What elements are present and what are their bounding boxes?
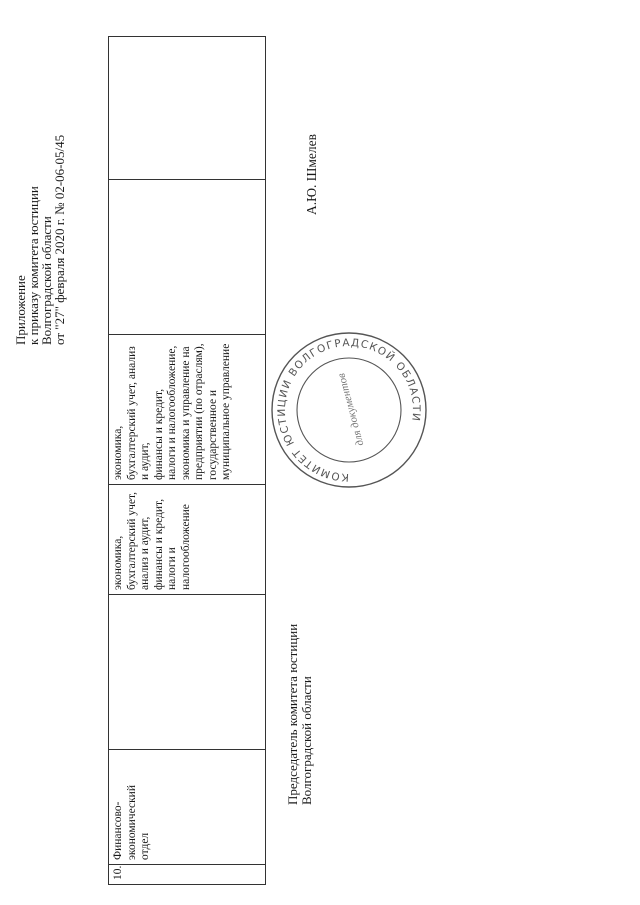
directions-cell	[109, 335, 266, 485]
department-line: Финансово-	[112, 801, 124, 860]
header-line: от "27" февраля 2020 г. № 02-06-05/45	[52, 134, 67, 345]
signatory-position	[286, 624, 314, 805]
direction-line: бухгалтерский учет, анализ	[125, 346, 138, 480]
specialty-line: анализ и аудит,	[139, 516, 151, 590]
direction-line: экономика,	[112, 425, 124, 480]
position-line: Председатель комитета юстиции	[285, 623, 300, 805]
row-number: 10.	[112, 865, 124, 880]
specialty-line: финансы и кредит,	[152, 498, 165, 590]
specialty-line: экономика,	[112, 535, 124, 590]
empty-cell	[109, 595, 266, 750]
direction-line: финансы и кредит,	[152, 388, 165, 480]
direction-line: налоги и налогообложение,	[166, 345, 178, 480]
specialty-line: бухгалтерский учет,	[125, 491, 138, 590]
specialty-line: налогообложение	[179, 504, 192, 590]
direction-line: муниципальное управление	[220, 343, 232, 480]
direction-line: экономика и управление на	[179, 346, 192, 480]
signatory-name: А.Ю. Шмелев	[304, 133, 319, 215]
department-line: отдел	[139, 832, 151, 860]
table-row	[109, 37, 266, 885]
specialty-line: налоги и	[166, 547, 178, 590]
direction-line: государственное и	[206, 389, 219, 480]
appendix-header	[14, 135, 66, 345]
position-line: Волгоградской области	[299, 676, 314, 805]
seal-outer-text: КОМИТЕТ ЮСТИЦИИ ВОЛГОГРАДСКОЙ ОБЛАСТИ	[275, 336, 423, 484]
direction-line: предприятии (по отраслям),	[193, 343, 205, 480]
empty-cell	[109, 37, 266, 180]
official-seal	[266, 327, 432, 493]
specialties-cell	[109, 485, 266, 595]
empty-cell	[109, 180, 266, 335]
header-line: Приложение	[13, 275, 28, 345]
staff-requirements-table	[108, 36, 266, 885]
row-number-cell	[109, 865, 266, 885]
header-line: Волгоградской области	[39, 216, 54, 345]
department-line: экономический	[125, 785, 138, 860]
seal-inner-text: для документов	[335, 371, 367, 448]
department-cell	[109, 750, 266, 865]
header-line: к приказу комитета юстиции	[26, 186, 41, 345]
direction-line: и аудит,	[139, 442, 151, 480]
